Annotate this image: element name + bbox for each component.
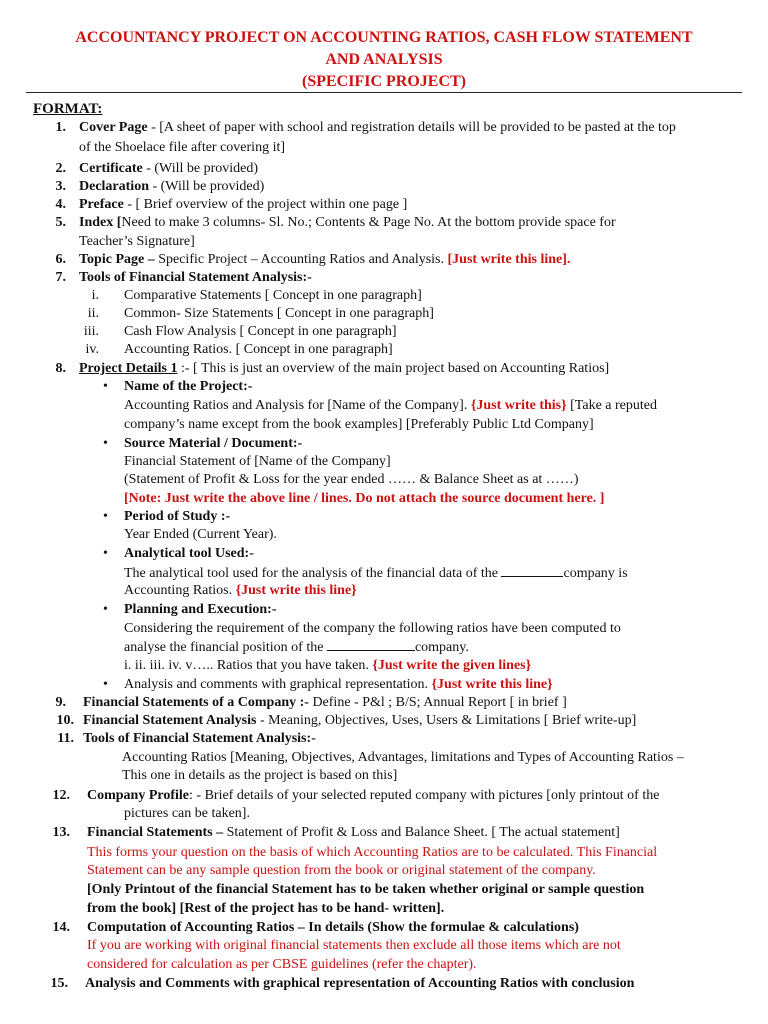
item-12	[87, 787, 659, 805]
item-6-note: [Just write this line].	[447, 252, 571, 267]
item-10-number: 10.	[56, 713, 74, 728]
item-7-sub-1-number: i.	[91, 288, 99, 303]
format-heading	[33, 100, 102, 118]
bullet-icon: •	[103, 509, 108, 524]
name-of-project-line-1	[124, 397, 657, 415]
item-10-text: - Meaning, Objectives, Uses, Users & Limitations [ Brief write-up]	[256, 713, 637, 728]
item-8	[79, 360, 609, 378]
item-8-label: Project Details 1	[79, 361, 178, 376]
bullet-icon: •	[103, 602, 108, 617]
item-1-number: 1.	[55, 120, 66, 135]
bullet-icon: •	[103, 436, 108, 451]
name-of-project-text: Accounting Ratios and Analysis for [Name of the Company].	[124, 398, 471, 413]
analytical-tool-text-2: company is	[563, 566, 628, 581]
item-5-cont: Teacher’s Signature]	[79, 234, 195, 249]
item-6-label: Topic Page –	[79, 252, 155, 267]
title-line-3: (SPECIFIC PROJECT)	[301, 73, 466, 90]
analysis-text: Analysis and comments with graphical representation.	[124, 677, 432, 692]
item-1-label: Cover Page	[79, 120, 148, 135]
name-of-project-line-2: company’s name except from the book examples] [Preferably Public Ltd Company]	[124, 417, 594, 432]
item-13-text: Statement of Profit & Loss and Balance Sheet. [ The actual statement]	[223, 825, 620, 840]
item-2-label: Certificate	[79, 161, 143, 176]
planning-line-3	[124, 657, 531, 675]
bullet-icon: •	[103, 379, 108, 394]
item-15-number: 15.	[50, 976, 68, 991]
item-5-label: Index [	[79, 215, 122, 230]
planning-text: analyse the financial position of the	[124, 640, 327, 655]
item-10	[83, 712, 636, 730]
item-15-label: Analysis and Comments with graphical representation of Accounting Ratios with conclusion	[85, 976, 635, 991]
item-7-sub-3-number: iii.	[83, 324, 99, 339]
item-6	[79, 251, 570, 269]
item-7-label: Tools of Financial Statement Analysis:-	[79, 270, 312, 285]
item-6-number: 6.	[55, 252, 66, 267]
item-12-number: 12.	[52, 788, 70, 803]
analytical-tool-heading: Analytical tool Used:-	[124, 546, 254, 561]
item-13-red-line-2: Statement can be any sample question from the book or original statement of the company.	[87, 863, 596, 878]
item-1-text: - [A sheet of paper with school and registration details will be provided to be pasted at the top	[147, 120, 676, 135]
item-8-text: :- [ This is just an overview of the main project based on Accounting Ratios]	[177, 361, 610, 376]
item-10-label: Financial Statement Analysis	[83, 713, 257, 728]
item-13-label: Financial Statements –	[87, 825, 224, 840]
item-4	[79, 196, 407, 214]
item-4-text: - [ Brief overview of the project within one page ]	[123, 197, 408, 212]
title-line-1: ACCOUNTANCY PROJECT ON ACCOUNTING RATIOS, CASH FLOW STATEMENT	[75, 29, 693, 46]
item-9-text: Define - P&l ; B/S; Annual Report [ in brief ]	[308, 695, 567, 710]
planning-text-2: company.	[414, 640, 469, 655]
item-12-label: Company Profile	[87, 788, 190, 803]
item-12-cont: pictures can be taken].	[124, 806, 250, 821]
item-1	[79, 119, 676, 137]
item-4-label: Preface	[79, 197, 124, 212]
item-2-number: 2.	[55, 161, 66, 176]
item-7-sub-1: Comparative Statements [ Concept in one paragraph]	[124, 288, 422, 303]
analytical-tool-note: {Just write this line}	[235, 583, 357, 598]
analytical-tool-line-2	[124, 582, 357, 600]
item-13-bold-line-1: [Only Printout of the financial Statement has to be taken whether original or sample question	[87, 882, 645, 897]
bullet-icon: •	[103, 677, 108, 692]
item-6-text: Specific Project – Accounting Ratios and Analysis.	[154, 252, 448, 267]
item-5	[79, 214, 616, 232]
item-11-line-2: This one in details as the project is based on this]	[122, 768, 398, 783]
item-13-number: 13.	[52, 825, 70, 840]
source-material-note: [Note: Just write the above line / lines. Do not attach the source document here. ]	[124, 491, 605, 506]
name-of-project-heading: Name of the Project:-	[124, 379, 253, 394]
title-divider	[26, 92, 742, 93]
item-7-number: 7.	[55, 270, 66, 285]
item-13	[87, 824, 620, 842]
item-9-number: 9.	[55, 695, 66, 710]
item-5-number: 5.	[55, 215, 66, 230]
item-9	[83, 694, 567, 712]
planning-line-1: Considering the requirement of the company the following ratios have been computed to	[124, 621, 621, 636]
analytical-tool-text-3: Accounting Ratios.	[124, 583, 236, 598]
blank-line	[501, 564, 563, 577]
item-3-text: - (Will be provided)	[148, 179, 265, 194]
item-11-number: 11.	[57, 731, 74, 746]
period-of-study-heading: Period of Study :-	[124, 509, 231, 524]
planning-line-2	[124, 638, 469, 657]
name-of-project-text-2: [Take a reputed	[566, 398, 657, 413]
title-line-2: AND ANALYSIS	[325, 51, 443, 68]
item-3-number: 3.	[55, 179, 66, 194]
item-8-number: 8.	[55, 361, 66, 376]
item-14-number: 14.	[52, 920, 70, 935]
item-11-label: Tools of Financial Statement Analysis:-	[83, 731, 316, 746]
item-1-cont: of the Shoelace file after covering it]	[79, 140, 286, 155]
item-7-sub-4-number: iv.	[85, 342, 99, 357]
item-14-label: Computation of Accounting Ratios – In details (Show the formulae & calculations)	[87, 920, 579, 935]
analytical-tool-line-1	[124, 564, 628, 583]
item-11-line-1: Accounting Ratios [Meaning, Objectives, Advantages, limitations and Types of Accounting Ratios –	[122, 750, 684, 765]
analysis-note: {Just write this line}	[431, 677, 553, 692]
item-9-label: Financial Statements of a Company :-	[83, 695, 309, 710]
item-2	[79, 160, 258, 178]
item-14-red-line-2: considered for calculation as per CBSE guidelines (refer the chapter).	[87, 957, 477, 972]
blank-line	[327, 638, 415, 651]
analysis-line	[124, 676, 553, 694]
source-material-line-2: (Statement of Profit & Loss for the year ended …… & Balance Sheet as at ……)	[124, 472, 579, 487]
item-3-label: Declaration	[79, 179, 149, 194]
source-material-heading: Source Material / Document:-	[124, 436, 303, 451]
planning-note: {Just write the given lines}	[372, 658, 532, 673]
item-7-sub-2: Common- Size Statements [ Concept in one paragraph]	[124, 306, 434, 321]
item-14-red-line-1: If you are working with original financial statements then exclude all those items which are not	[87, 938, 621, 953]
planning-text-3: i. ii. iii. iv. v….. Ratios that you have taken.	[124, 658, 373, 673]
planning-heading: Planning and Execution:-	[124, 602, 277, 617]
bullet-icon: •	[103, 546, 108, 561]
item-7-sub-4: Accounting Ratios. [ Concept in one paragraph]	[124, 342, 393, 357]
analytical-tool-text: The analytical tool used for the analysis of the financial data of the	[124, 566, 502, 581]
item-13-red-line-1: This forms your question on the basis of which Accounting Ratios are to be calculated. This Financial	[87, 845, 658, 860]
item-13-bold-line-2: from the book] [Rest of the project has to be hand- written].	[87, 901, 445, 916]
item-5-text: Need to make 3 columns- Sl. No.; Contents & Page No. At the bottom provide space for	[121, 215, 616, 230]
format-heading-text: FORMAT:	[33, 101, 103, 117]
item-12-text: : - Brief details of your selected reputed company with pictures [only printout of the	[189, 788, 660, 803]
source-material-line-1: Financial Statement of [Name of the Company]	[124, 454, 391, 469]
item-4-number: 4.	[55, 197, 66, 212]
item-7-sub-3: Cash Flow Analysis [ Concept in one paragraph]	[124, 324, 397, 339]
period-of-study-line: Year Ended (Current Year).	[124, 527, 277, 542]
item-2-text: - (Will be provided)	[142, 161, 259, 176]
item-3	[79, 178, 264, 196]
item-7-sub-2-number: ii.	[87, 306, 99, 321]
name-of-project-note: {Just write this}	[470, 398, 567, 413]
